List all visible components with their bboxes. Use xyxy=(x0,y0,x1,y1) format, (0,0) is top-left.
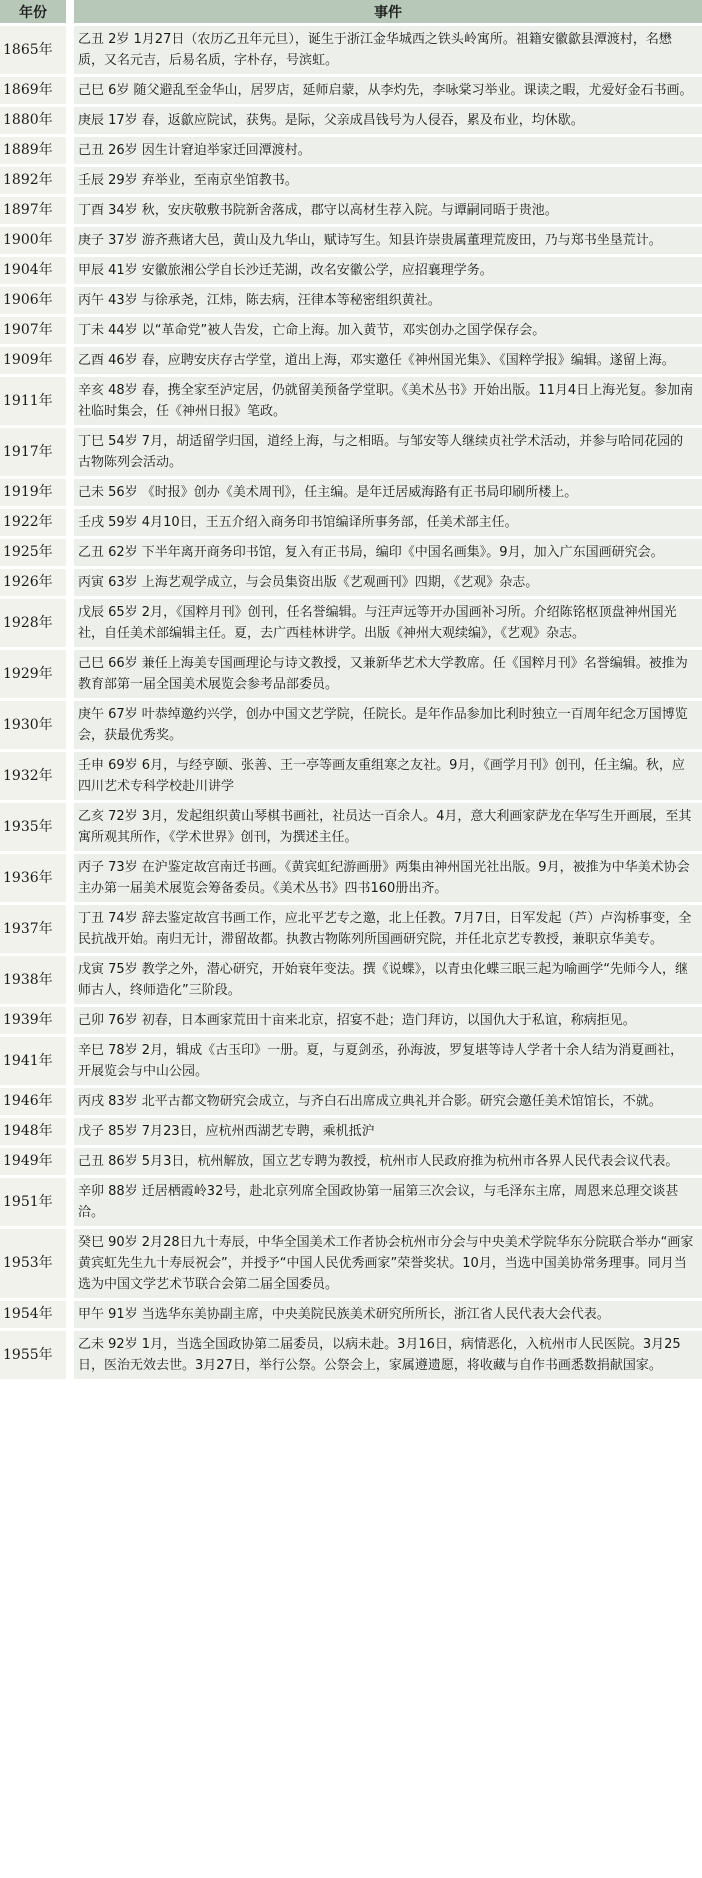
row-gap xyxy=(66,509,74,536)
year-cell: 1941年 xyxy=(0,1037,66,1085)
event-cell: 乙亥 72岁 3月，发起组织黄山琴棋书画社，社员达一百余人。4月，意大利画家萨龙在华写生开画展，至其寓所观其所作，《学术世界》创刊，为撰述主任。 xyxy=(74,803,702,851)
table-row xyxy=(0,509,702,536)
event-cell: 丙午 43岁 与徐承尧，江炜，陈去病，汪律本等秘密组织黄社。 xyxy=(74,287,702,314)
table-row xyxy=(0,197,702,224)
row-gap xyxy=(66,1331,74,1379)
row-gap xyxy=(66,428,74,476)
table-row xyxy=(0,905,702,953)
year-cell: 1948年 xyxy=(0,1118,66,1145)
event-cell: 丁巳 54岁 7月，胡适留学归国，道经上海，与之相晤。与邹安等人继续贞社学术活动，并参与哈同花园的古物陈列会活动。 xyxy=(74,428,702,476)
table-body xyxy=(0,26,702,1379)
row-gap xyxy=(66,803,74,851)
table-row xyxy=(0,77,702,104)
year-cell: 1936年 xyxy=(0,854,66,902)
table-row xyxy=(0,1178,702,1226)
table-row xyxy=(0,1088,702,1115)
table-row xyxy=(0,1301,702,1328)
row-gap xyxy=(66,752,74,800)
year-cell: 1932年 xyxy=(0,752,66,800)
event-cell: 乙酉 46岁 春，应聘安庆存古学堂，道出上海，邓实邀任《神州国光集》、《国粹学报》编辑。遂留上海。 xyxy=(74,347,702,374)
event-cell: 甲辰 41岁 安徽旅湘公学自长沙迁芜湖，改名安徽公学，应招襄理学务。 xyxy=(74,257,702,284)
event-column-header: 事件 xyxy=(74,0,702,23)
year-cell: 1909年 xyxy=(0,347,66,374)
table-row xyxy=(0,479,702,506)
row-gap xyxy=(66,569,74,596)
year-cell: 1865年 xyxy=(0,26,66,74)
year-cell: 1949年 xyxy=(0,1148,66,1175)
event-cell: 癸巳 90岁 2月28日九十寿辰，中华全国美术工作者协会杭州市分会与中央美术学院华东分院联合举办“画家黄宾虹先生九十寿辰祝会”，并授予“中国人民优秀画家”荣誉奖状。10月，当选中国美协常务理事。同月当选为中国文学艺术节联合会第二届全国委员。 xyxy=(74,1229,702,1298)
event-cell: 庚子 37岁 游齐燕诸大邑，黄山及九华山，赋诗写生。知县许崇贵属董理荒废田，乃与郑书坐垦荒计。 xyxy=(74,227,702,254)
row-gap xyxy=(66,1118,74,1145)
row-gap xyxy=(66,1088,74,1115)
year-column-header: 年份 xyxy=(0,0,66,23)
table-row xyxy=(0,539,702,566)
year-cell: 1906年 xyxy=(0,287,66,314)
event-cell: 乙丑 62岁 下半年离开商务印书馆，复入有正书局，编印《中国名画集》。9月，加入广东国画研究会。 xyxy=(74,539,702,566)
year-cell: 1954年 xyxy=(0,1301,66,1328)
table-row xyxy=(0,752,702,800)
year-cell: 1911年 xyxy=(0,377,66,425)
year-cell: 1939年 xyxy=(0,1007,66,1034)
event-cell: 辛卯 88岁 迁居栖霞岭32号，赴北京列席全国政协第一届第三次会议，与毛泽东主席，周恩来总理交谈甚洽。 xyxy=(74,1178,702,1226)
event-cell: 己卯 76岁 初春，日本画家荒田十亩来北京，招宴不赴；造门拜访，以国仇大于私谊，称病拒见。 xyxy=(74,1007,702,1034)
row-gap xyxy=(66,377,74,425)
table-row xyxy=(0,854,702,902)
table-row xyxy=(0,1118,702,1145)
year-cell: 1937年 xyxy=(0,905,66,953)
table-row xyxy=(0,1148,702,1175)
year-cell: 1889年 xyxy=(0,137,66,164)
table-row xyxy=(0,347,702,374)
row-gap xyxy=(66,479,74,506)
row-gap xyxy=(66,287,74,314)
table-row xyxy=(0,701,702,749)
row-gap xyxy=(66,650,74,698)
event-cell: 戊子 85岁 7月23日，应杭州西湖艺专聘，乘机抵沪 xyxy=(74,1118,702,1145)
table-header-row xyxy=(0,0,702,23)
table-row xyxy=(0,137,702,164)
table-row xyxy=(0,317,702,344)
row-gap xyxy=(66,1229,74,1298)
event-cell: 壬申 69岁 6月，与经亨颐、张善、王一亭等画友重组寒之友社。9月，《画学月刊》创刊，任主编。秋，应四川艺术专科学校赴川讲学 xyxy=(74,752,702,800)
year-cell: 1946年 xyxy=(0,1088,66,1115)
table-row xyxy=(0,1229,702,1298)
year-cell: 1907年 xyxy=(0,317,66,344)
row-gap xyxy=(66,137,74,164)
year-cell: 1953年 xyxy=(0,1229,66,1298)
row-gap xyxy=(66,167,74,194)
table-row xyxy=(0,803,702,851)
event-cell: 甲午 91岁 当选华东美协副主席，中央美院民族美术研究所所长，浙江省人民代表大会代表。 xyxy=(74,1301,702,1328)
year-cell: 1900年 xyxy=(0,227,66,254)
year-cell: 1880年 xyxy=(0,107,66,134)
year-cell: 1897年 xyxy=(0,197,66,224)
event-cell: 丙寅 63岁 上海艺观学成立，与会员集资出版《艺观画刊》四期，《艺观》杂志。 xyxy=(74,569,702,596)
event-cell: 壬辰 29岁 弃举业，至南京坐馆教书。 xyxy=(74,167,702,194)
event-cell: 丙戌 83岁 北平古都文物研究会成立，与齐白石出席成立典礼并合影。研究会邀任美术馆馆长，不就。 xyxy=(74,1088,702,1115)
row-gap xyxy=(66,1007,74,1034)
row-gap xyxy=(66,197,74,224)
table-row xyxy=(0,428,702,476)
row-gap xyxy=(66,107,74,134)
table-row xyxy=(0,26,702,74)
event-cell: 己丑 86岁 5月3日，杭州解放，国立艺专聘为教授，杭州市人民政府推为杭州市各界人民代表会议代表。 xyxy=(74,1148,702,1175)
row-gap xyxy=(66,1178,74,1226)
year-cell: 1917年 xyxy=(0,428,66,476)
table-row xyxy=(0,956,702,1004)
row-gap xyxy=(66,905,74,953)
column-gap xyxy=(66,0,74,23)
year-cell: 1955年 xyxy=(0,1331,66,1379)
year-cell: 1951年 xyxy=(0,1178,66,1226)
event-cell: 乙丑 2岁 1月27日（农历乙丑年元旦），诞生于浙江金华城西之铁头岭寓所。祖籍安徽歙县潭渡村，名懋质，又名元吉，后易名质，字朴存，号滨虹。 xyxy=(74,26,702,74)
event-cell: 乙未 92岁 1月，当选全国政协第二届委员，以病未赴。3月16日，病情恶化，入杭州市人民医院。3月25日，医治无效去世。3月27日，举行公祭。公祭会上，家属遵遗愿，将收藏与自作书画悉数捐献国家。 xyxy=(74,1331,702,1379)
year-cell: 1869年 xyxy=(0,77,66,104)
table-row xyxy=(0,227,702,254)
event-cell: 辛亥 48岁 春，携全家至泸定居，仍就留美预备学堂职。《美术丛书》开始出版。11月4日上海光复。参加南社临时集会，任《神州日报》笔政。 xyxy=(74,377,702,425)
table-row xyxy=(0,287,702,314)
row-gap xyxy=(66,1037,74,1085)
event-cell: 己巳 6岁 随父避乱至金华山，居罗店，延师启蒙，从李灼先，李咏棠习举业。课读之暇，尤爱好金石书画。 xyxy=(74,77,702,104)
event-cell: 己丑 26岁 因生计窘迫举家迁回潭渡村。 xyxy=(74,137,702,164)
table-row xyxy=(0,1037,702,1085)
event-cell: 丙子 73岁 在沪鉴定故宫南迁书画。《黄宾虹纪游画册》两集由神州国光社出版。9月，被推为中华美术协会主办第一届美术展览会筹备委员。《美术丛书》四书160册出齐。 xyxy=(74,854,702,902)
row-gap xyxy=(66,854,74,902)
table-row xyxy=(0,1331,702,1379)
year-cell: 1925年 xyxy=(0,539,66,566)
event-cell: 庚辰 17岁 春，返歙应院试，获隽。是际，父亲成昌钱号为人侵吞，累及布业，均休歇。 xyxy=(74,107,702,134)
row-gap xyxy=(66,1148,74,1175)
event-cell: 己巳 66岁 兼任上海美专国画理论与诗文教授，又兼新华艺术大学教席。任《国粹月刊》名誉编辑。被推为教育部第一届全国美术展览会参考品部委员。 xyxy=(74,650,702,698)
year-cell: 1928年 xyxy=(0,599,66,647)
year-cell: 1929年 xyxy=(0,650,66,698)
table-row xyxy=(0,167,702,194)
table-row xyxy=(0,257,702,284)
table-row xyxy=(0,1007,702,1034)
row-gap xyxy=(66,317,74,344)
event-cell: 壬戌 59岁 4月10日，王五介绍入商务印书馆编译所事务部，任美术部主任。 xyxy=(74,509,702,536)
event-cell: 己未 56岁 《时报》创办《美术周刊》，任主编。是年迁居威海路有正书局印刷所楼上。 xyxy=(74,479,702,506)
year-cell: 1926年 xyxy=(0,569,66,596)
year-cell: 1935年 xyxy=(0,803,66,851)
row-gap xyxy=(66,347,74,374)
year-cell: 1892年 xyxy=(0,167,66,194)
event-cell: 丁未 44岁 以“革命党”被人告发，亡命上海。加入黄节，邓实创办之国学保存会。 xyxy=(74,317,702,344)
event-cell: 戊辰 65岁 2月，《国粹月刊》创刊，任名誉编辑。与汪声远等开办国画补习所。介绍陈铭枢顶盘神州国光社，自任美术部编辑主任。夏，去广西桂林讲学。出版《神州大观续编》，《艺观》杂志。 xyxy=(74,599,702,647)
row-gap xyxy=(66,257,74,284)
row-gap xyxy=(66,77,74,104)
row-gap xyxy=(66,1301,74,1328)
row-gap xyxy=(66,539,74,566)
row-gap xyxy=(66,599,74,647)
year-cell: 1904年 xyxy=(0,257,66,284)
row-gap xyxy=(66,701,74,749)
row-gap xyxy=(66,956,74,1004)
table-row xyxy=(0,599,702,647)
event-cell: 辛巳 78岁 2月，辑成《古玉印》一册。夏，与夏剑丞，孙海波，罗复堪等诗人学者十余人结为消夏画社，开展览会与中山公园。 xyxy=(74,1037,702,1085)
table-row xyxy=(0,107,702,134)
event-cell: 戊寅 75岁 教学之外，潜心研究，开始衰年变法。撰《说蝶》，以青虫化蝶三眠三起为喻画学“先师今人，继师古人，终师造化”三阶段。 xyxy=(74,956,702,1004)
row-gap xyxy=(66,26,74,74)
year-cell: 1922年 xyxy=(0,509,66,536)
table-row xyxy=(0,650,702,698)
year-cell: 1930年 xyxy=(0,701,66,749)
event-cell: 庚午 67岁 叶恭绰邀约兴学，创办中国文艺学院，任院长。是年作品参加比利时独立一百周年纪念万国博览会，获最优秀奖。 xyxy=(74,701,702,749)
year-cell: 1919年 xyxy=(0,479,66,506)
table-row xyxy=(0,377,702,425)
year-cell: 1938年 xyxy=(0,956,66,1004)
event-cell: 丁酉 34岁 秋，安庆敬敷书院新舍落成，郡守以高材生荐入院。与谭嗣同晤于贵池。 xyxy=(74,197,702,224)
event-cell: 丁丑 74岁 辞去鉴定故宫书画工作，应北平艺专之邀，北上任教。7月7日，日军发起（芦）卢沟桥事变，全民抗战开始。南归无计，滞留故都。执教古物陈列所国画研究院，并任北京艺专教授，兼职京华美专。 xyxy=(74,905,702,953)
row-gap xyxy=(66,227,74,254)
table-row xyxy=(0,569,702,596)
